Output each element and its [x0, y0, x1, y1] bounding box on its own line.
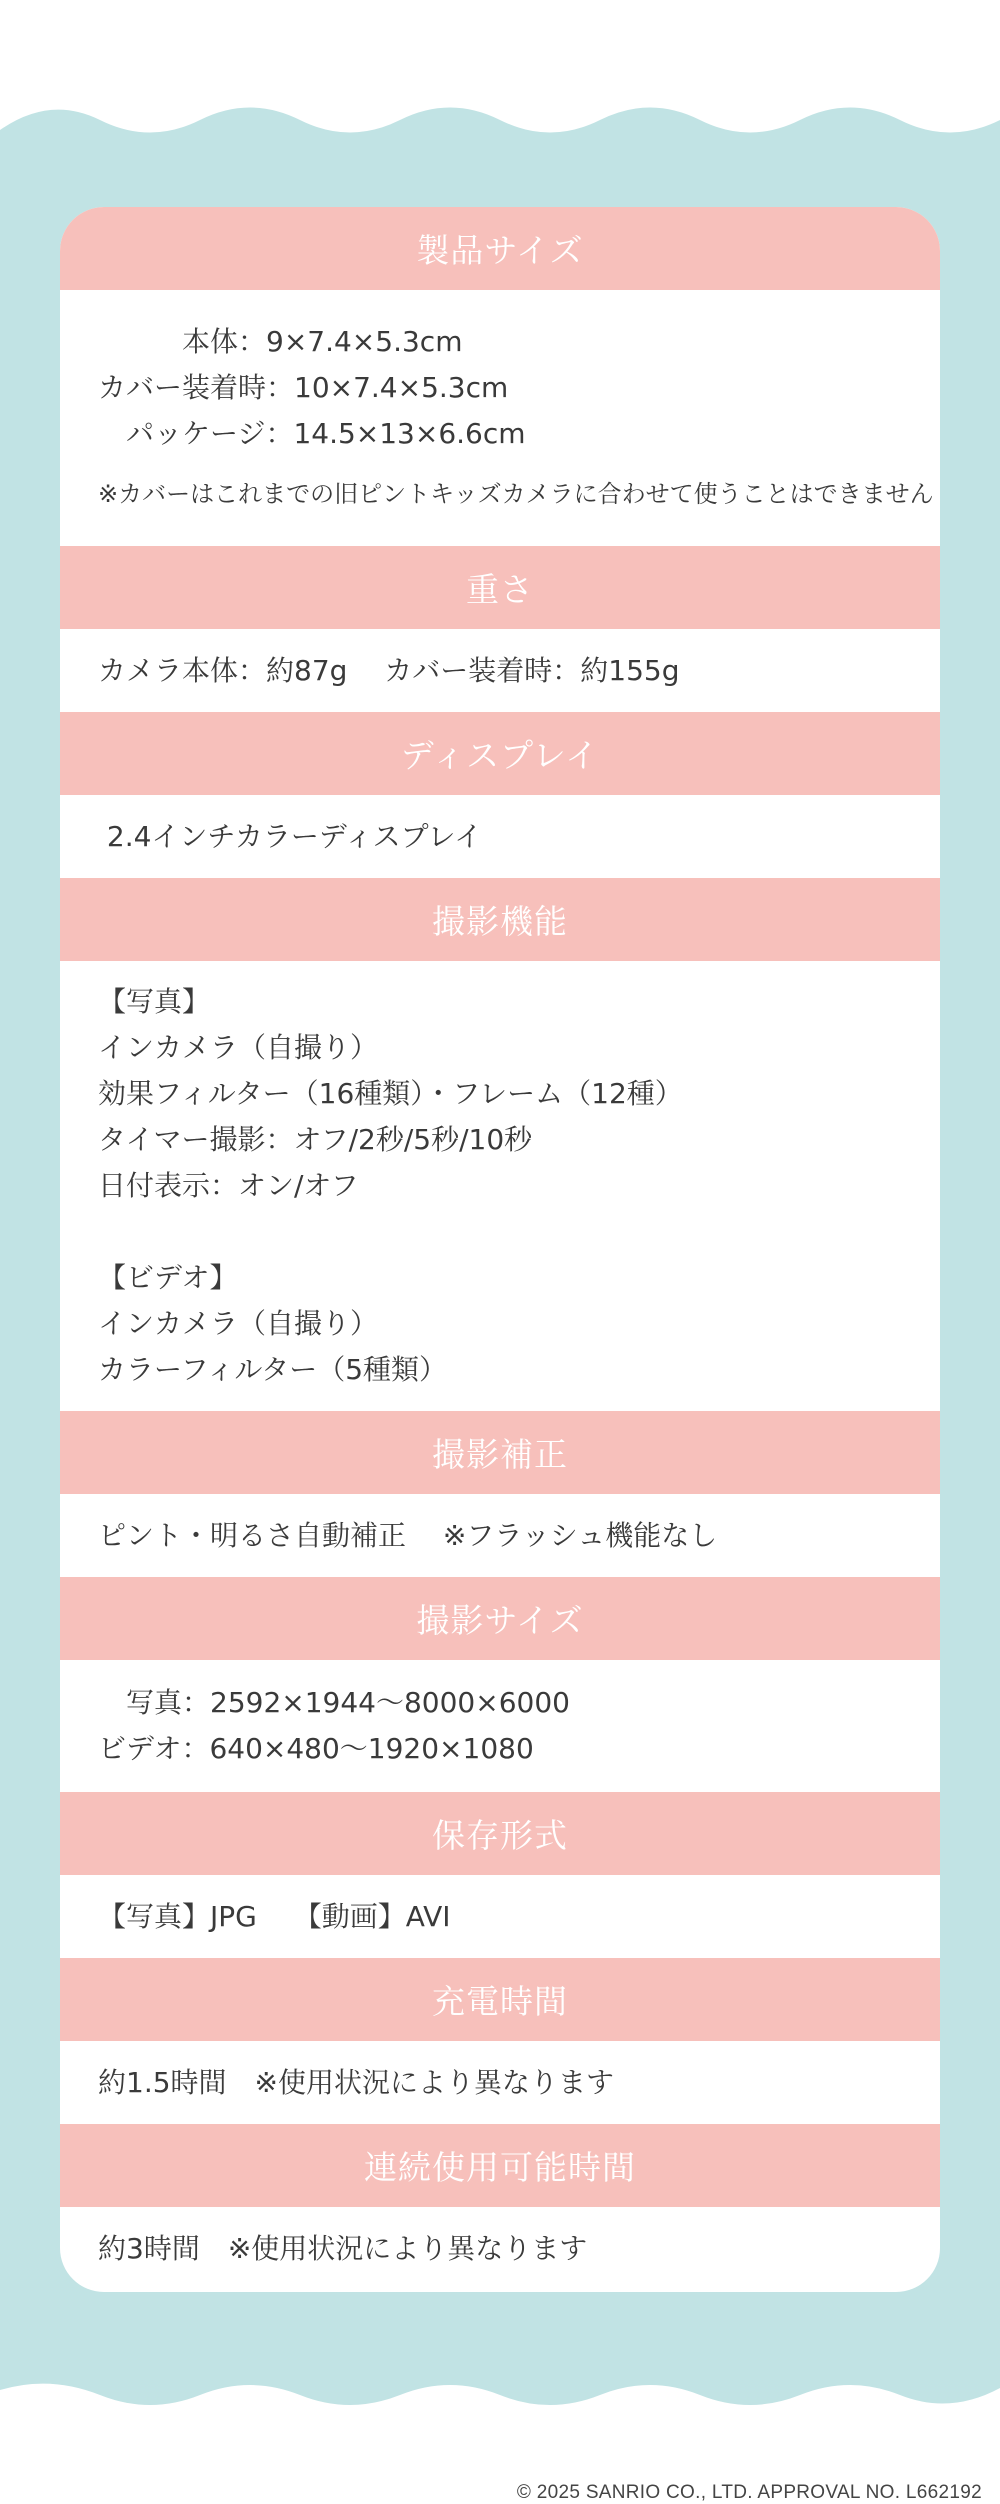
- section-heading-size: 製品サイズ: [60, 207, 940, 290]
- spec-line: 約1.5時間 ※使用状況により異なります: [98, 2065, 614, 2099]
- spec-line: パッケージ：14.5×13×6.6cm: [98, 417, 526, 450]
- spec-note: ※カバーはこれまでの旧ピントキッズカメラに合わせて使うことはできません: [98, 480, 934, 508]
- spec-line: 2.4インチカラーディスプレイ: [98, 819, 483, 853]
- section-heading-capture-size: 撮影サイズ: [60, 1577, 940, 1660]
- spec-line: インカメラ（自撮り）: [98, 1307, 379, 1340]
- section-body-features: [60, 961, 940, 1411]
- section-body-correction: [60, 1494, 940, 1577]
- spec-line: 【ビデオ】: [98, 1261, 238, 1294]
- spec-line: 【写真】JPG 【動画】AVI: [98, 1899, 451, 1933]
- spec-line: カバー装着時：10×7.4×5.3cm: [98, 371, 509, 404]
- section-body-charging: [60, 2041, 940, 2124]
- spec-line: カラーフィルター（5種類）: [98, 1353, 448, 1386]
- spec-line: 日付表示：オン/オフ: [98, 1169, 359, 1202]
- copyright-footer: © 2025 SANRIO CO., LTD. APPROVAL NO. L662192: [516, 2482, 982, 2503]
- spec-line: 写真：2592×1944〜8000×6000: [98, 1686, 570, 1719]
- section-heading-correction: 撮影補正: [60, 1411, 940, 1494]
- section-body-weight: [60, 629, 940, 712]
- section-body-size: [60, 290, 940, 546]
- section-body-usage: [60, 2207, 940, 2290]
- section-heading-display: ディスプレイ: [60, 712, 940, 795]
- bottom-wave-decoration: [0, 2360, 1000, 2420]
- section-heading-charging: 充電時間: [60, 1958, 940, 2041]
- spec-line: 約3時間 ※使用状況により異なります: [98, 2231, 588, 2265]
- spec-line: ピント・明るさ自動補正 ※フラッシュ機能なし: [98, 1518, 718, 1552]
- spec-line: 効果フィルター（16種類）・フレーム（12種）: [98, 1077, 683, 1110]
- section-heading-format: 保存形式: [60, 1792, 940, 1875]
- spec-line: 【写真】: [98, 985, 211, 1018]
- section-heading-features: 撮影機能: [60, 878, 940, 961]
- section-body-format: [60, 1875, 940, 1958]
- section-heading-usage: 連続使用可能時間: [60, 2124, 940, 2207]
- spec-line: インカメラ（自撮り）: [98, 1031, 379, 1064]
- spec-card: [60, 207, 940, 2292]
- section-body-display: [60, 795, 940, 878]
- spec-line: タイマー撮影：オフ/2秒/5秒/10秒: [98, 1123, 533, 1156]
- spec-line: 本体：9×7.4×5.3cm: [98, 325, 463, 358]
- section-heading-weight: 重さ: [60, 546, 940, 629]
- spec-line: ビデオ：640×480〜1920×1080: [98, 1732, 534, 1765]
- spec-line: カメラ本体：約87g カバー装着時：約155g: [98, 653, 680, 687]
- spacer: [98, 1209, 902, 1255]
- section-body-capture-size: [60, 1660, 940, 1792]
